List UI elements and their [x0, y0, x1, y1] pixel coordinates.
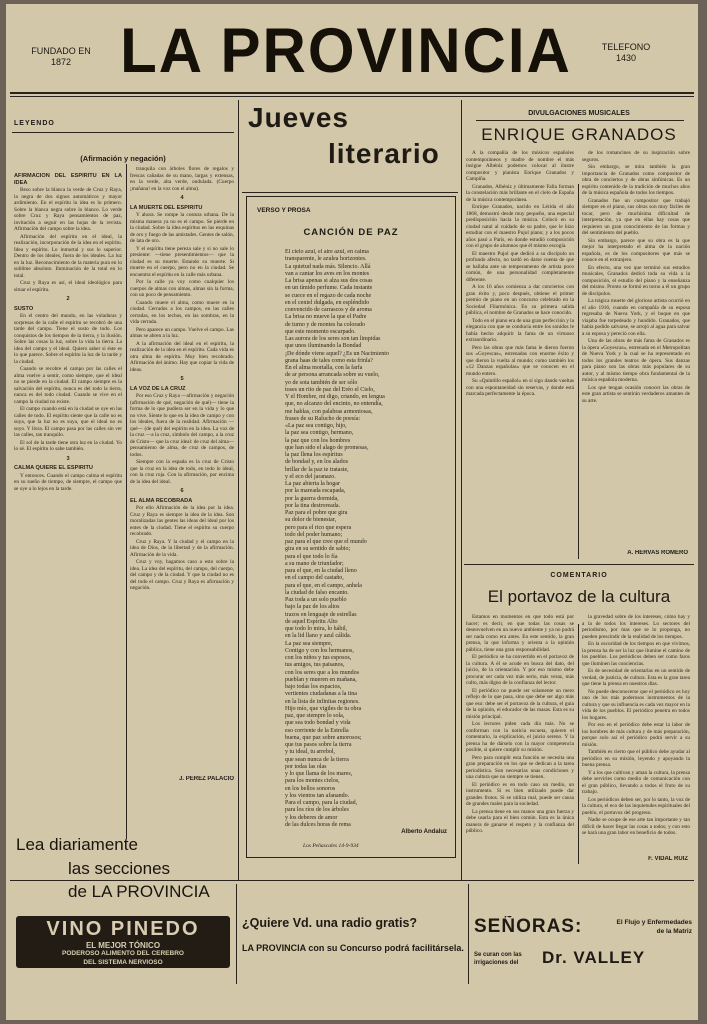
- vino-line-2: PODEROSO ALIMENTO DEL CEREBRO: [62, 950, 184, 957]
- poem-line: para el que todo lo fía: [285, 553, 338, 560]
- cultura-title: El portavoz de la cultura: [487, 587, 671, 606]
- jueves-literario-heading: [244, 102, 458, 182]
- poem-line: en un tímido perfume. Cada instante: [285, 285, 373, 292]
- poem-line: Para el campo, para la ciudad,: [285, 800, 358, 806]
- comentario-label: COMENTARIO: [550, 572, 608, 579]
- paragraph: Una de las obras de más fama de Granados es la ópera «Goyescas», estrenada en el Metropolitan de Nueva York y la cual se ha representado en todos los grandes teatros de ópera. Sus danzas para piano son las obras más populares de su autor, y al mismo tiempo obra fundamental de la música española moderna.: [582, 338, 690, 383]
- poem-line: convencido de carrascos y de aroma: [285, 307, 372, 313]
- paragraph: El sol de la tarde tiene otra luz en la ciudad. Yo lo sé. El espíritu lo sabe también.: [14, 439, 122, 452]
- paragraph: tranquila con árboles flores de regalos y frescas cañadas de su mano, largas y extensas, en la verde, alta verde, ondulada. (Cuerpo ¡mañana! en la voz con el alma).: [130, 166, 234, 192]
- poem-line: pueblan y mueren en mañana,: [285, 676, 357, 683]
- poem-line: de aquel Espíritu Alto: [285, 618, 338, 625]
- senoras-ad: [472, 916, 694, 986]
- paragraph: A la compañía de los músicos españoles contemporáneos y madre de nombre el más insigne Albéniz podemos colocar al ilustre compositor y pianista Enrique Granados y Campiña.: [466, 150, 574, 182]
- column-rule: [126, 164, 127, 839]
- divulgaciones-end-rule: [464, 564, 694, 565]
- vino-pinedo-ad: [16, 916, 230, 968]
- poem-line: En el alma mortalla, con la farfa: [285, 365, 363, 371]
- comentario-column-2: [582, 614, 690, 852]
- poem-line: Y el Hombre, mi digo, criando, en lengua: [285, 394, 385, 400]
- radio-headline: ¿Quiere Vd. una radio gratis?: [242, 916, 418, 930]
- paragraph: Es de necesidad de orientarlas en un sentido de verdad, de justicia, de cultura. Esta es la gran tarea que tiene la prensa en nuestros días.: [582, 668, 690, 687]
- poem-line: La paz sea siempre,: [285, 640, 333, 647]
- column-rule: [578, 184, 579, 559]
- subheading: AFIRMACION DEL ESPIRITU EN LA IDEA: [14, 173, 122, 186]
- poem-line: que unos iluminando la Bondad: [285, 343, 362, 350]
- radio-ad: [242, 916, 468, 996]
- poem-line: Paz toda a un solo pueblo: [285, 597, 347, 603]
- poem-line: con los niños y tus esposos,: [285, 655, 352, 661]
- subheading: 6: [180, 488, 184, 494]
- poem-line: frases de su Ralucho de poesía:: [285, 415, 361, 422]
- poem-line: La brisa apenas si alza sus dos cosas: [285, 278, 373, 284]
- poem-line: para los montes cielos,: [285, 778, 340, 785]
- paragraph: Los lectores piden cada día más. No se conforman con la noticia escueta, quieren el comentario, la explicación, el juicio sereno. Y la prensa ha de dárselo con la mayor competencia posible, si quiere cumplir su misión.: [466, 721, 574, 753]
- poem-line: en la lid llano y azul cálida.: [285, 633, 352, 640]
- senoras-sub-1: El Flujo y Enfermedades: [616, 919, 692, 926]
- poem-line: a su mano de triunfador;: [285, 560, 344, 567]
- leyendo-section-label: LEYENDO: [14, 120, 55, 127]
- poem-line: buena, que paz sobre amorosos;: [285, 734, 362, 741]
- poem-line: que sean nunca de la tierra: [285, 756, 349, 763]
- poem-title: CANCIÓN DE PAZ: [303, 227, 399, 238]
- poem-body: [285, 249, 453, 829]
- founded-label: FUNDADO EN: [31, 46, 91, 56]
- phone-label: TELEFONO: [601, 42, 651, 52]
- poem-line: se cuece en el regazo de cada noche: [285, 292, 372, 299]
- paragraph: Pero aparece un campo. Vuelve el campo. Las almas se abren a la luz.: [130, 326, 234, 339]
- subheading: EL ALMA RECOBRADA: [130, 497, 193, 504]
- dr-valley-brand: Dr. VALLEY: [542, 948, 646, 967]
- paragraph: El maestro Pujol que dedicó a su discípulo un profundo afecto, no tardó en darse cuenta de que se hallaba ante un temperamento de artista poco común, de una personalidad completamente diferente.: [466, 250, 574, 283]
- verso-section-label: VERSO Y PROSA: [257, 207, 311, 214]
- poem-line: bajo todas los espacios,: [285, 684, 342, 690]
- poem-line: Paz para el pobre que gira: [285, 510, 348, 516]
- poem-line: yo de sota también de ser sólo: [285, 379, 358, 386]
- poem-author: Alberto Andaluz: [401, 829, 447, 835]
- paragraph: Cruz y voy, hagamos caso a esto sobre la idea. La idea del espíritu, del campo, del cuerpo, del campo y de la ciudad. Y que la ciudad no es del todo el campo. Cruz y Raya es afirmación y negación.: [130, 559, 234, 591]
- poem-line: El cielo azul, el aire azul, en calma: [285, 249, 369, 255]
- masthead-rule-thin: [10, 96, 694, 97]
- paragraph: Cuando se recobre el campo por las calles el alma vuelve a sentir, como siempre, que el ideal no se pierde en la ciudad. El campo siempre es la salvación del espíritu, nunca es del todo la tierra, nunca es del todo ciudad. Cuando se vive en el campo la ciudad no existe.: [14, 366, 122, 405]
- paragraph: Y a los que cultivan y aman la cultura, la prensa debe servirles como medio de comunicación con el gran público, llevando a todos el fruto de su trabajo.: [582, 769, 690, 795]
- senoras-small-2: irrigaciones del: [474, 960, 519, 966]
- poem-line: «La paz sea contigo, hijo,: [285, 423, 347, 429]
- divulgaciones-label: DIVULGACIONES MUSICALES: [528, 110, 630, 117]
- poem-line: que han sido el alago de promesas,: [285, 444, 369, 451]
- paragraph: la gravedad sobre de los intereses, cómo hay y a la de todos los intereses. Lo sectores del periodismo, por mas que se lo proponga, no pueden prescindir de la realidad de los tiempos.: [582, 614, 690, 640]
- paragraph: Por eso Cruz y Raya —afirmación y negación (afirmación de qué, negación de qué)— tiene la forma de lo que pudiera ser en la vida y lo que no vive. Siente lo que en la idea de campo y con los ideales, fuera de la realidad. Afirmación —qué— (de qué) del espíritu en la idea. La voz de la cruz —a la cruz, símbolo del campo, a la cruz de Cristo— que la cruz ideal: de cruz del alma— pensamiento de alma, de cruz de campos, de todos.: [130, 393, 234, 458]
- paragraph: En el centro del mundo, en las voladuras y sorpresas de la calle el espíritu se recobró de una tarde del campo. Tiene el susto de todo. Los conquistos de los tiempos de la tierra, y la ilusión. Sobre las cosas la luz, sobre la vida la tierra. La idea del campo y el ideal. Quiero saber si éste es lo que parece. Sobre el espíritu la luz de la tarde y la ciudad.: [14, 313, 122, 365]
- poem-line: que, no alcanzo del encinto, no entendía,: [285, 401, 383, 408]
- poem-line: la paz sea contigo, hermano,: [285, 430, 354, 437]
- paragraph: Sin embargo, se mira también la gran importancia de Granados como compositor de obra de conciertos y de obras sinfónicas. Es un espíritu contenido de la tradición de muchos años de la música española de todos los tiempos.: [582, 164, 690, 196]
- paragraph: El periódico no puede ser solamente un mero reflejo de lo que pasa, sino que debe ser algo más que eso: debe ser el portavoz de la cultura, el guía de la opinión, el educador de las masas. Esta es su misión principal.: [466, 687, 574, 720]
- poem-line: La paz abierta la hogar: [285, 481, 340, 487]
- divulgaciones-rule: [476, 120, 684, 121]
- founded-box: [16, 46, 106, 68]
- poem-line: por la mareada escapada,: [285, 488, 346, 495]
- column-rule: [238, 100, 239, 880]
- poem-line: en el campo del castaño,: [285, 575, 344, 582]
- paragraph: Cruz y Raya. Y la ciudad y el campo en la idea de Dios, de la libertad y de la afirmación. Afirmación de la vida.: [130, 538, 234, 558]
- poem-line: para el que, en la ciudad lleno: [285, 568, 357, 574]
- poem-line: van a cantar los aves en los montes: [285, 270, 370, 277]
- senoras-small-1: Se curan con las: [474, 952, 522, 958]
- paragraph: A la afirmación del ideal en el espíritu, la realización de la idea en el espíritu. Cada vida es otra alma de espíritu. Muy bien recobrado. Afirmación del ánimo. Hay que copiar la vida de ideas.: [130, 340, 234, 373]
- divulgaciones-signature: A. HERVAS ROMERO: [627, 550, 688, 556]
- vino-line-1: EL MEJOR TÓNICO: [85, 941, 161, 950]
- senoras-sub-2: de la Matriz: [656, 928, 692, 935]
- leyendo-column-2: [130, 166, 234, 771]
- paragraph: A los 16 años comienza a dar conciertos con gran éxito y, poco después, obtiene el primer premio de piano en un concurso celebrado en la Sociedad Filarmónica. En su primera salida pública, el nombre de Granados se hace conocido.: [466, 284, 574, 316]
- poem-line: todo del poder humano;: [285, 531, 343, 538]
- paragraph: Y entonces. Cuando el campo calma el espíritu en su sueño de tiempo, de siempre, el campo que se oye a lo lejos en la tarde.: [14, 472, 122, 492]
- paragraph: Siempre con la espada es la cruz de Cristo que la cruz en la idea de todo, en todo lo ideal, con la cruz roja. Con la afirmación, por encima de la idea del ideal.: [130, 459, 234, 485]
- paragraph: La prensa tiene en sus manos una gran fuerza y debe usarla para el bien común. Esta es la única manera de ganarse el respeto y la confianza del público.: [466, 808, 574, 834]
- poem-line: de ar persona arrancada sobre su vuelo,: [285, 372, 380, 379]
- poem-line: que sea todo bondad y vida: [285, 720, 351, 727]
- poem-line: y tu ideal, tu arrebol,: [285, 749, 335, 756]
- vino-title: VINO PINEDO: [46, 918, 200, 940]
- poem-line: me hablas, con palabras armoniosas,: [285, 408, 373, 415]
- leyendo-signature: J. PEREZ PALACIO: [179, 776, 234, 782]
- subheading: 5: [180, 376, 184, 382]
- paragraph: El campo cuando está en la ciudad se oye en las calles de todo. El espíritu siente que la calle no es suya, que la luz no es suya, que el ideal no es suyo. Y llora. El campo pasa por las calles sin ver las calles, tan tranquilo.: [14, 406, 122, 438]
- founded-year: 1872: [50, 57, 72, 67]
- poem-line: vertientes ciudadanas a la tina: [285, 691, 357, 698]
- poem-line: gira en su sentido de sabio;: [285, 546, 351, 553]
- poem-dateline: Los Peñascales 14-9-934: [303, 843, 359, 849]
- paragraph: Granados, Albéniz y últimamente Falla forman la constelación más brillante en el cielo de España de la música contemporánea.: [466, 183, 574, 203]
- paragraph: Por ello Afirmación de la idea por la idea. Cruz y Raya es siempre la idea de la idea. Son moralizadas las gentes las ideas del ideal por los entes de la ciudad. Tiene el espíritu su cuerpo recobrado.: [130, 505, 234, 537]
- masthead-title: LA PROVINCIA: [120, 15, 572, 86]
- subheading: SUSTO: [14, 305, 34, 312]
- lea-line-2: las secciones: [68, 859, 171, 878]
- paragraph: La trágica muerte del glorioso artista ocurrió en el año 1916, cuando en compañía de su esposa regresaba de Nueva York, y el buque en que viajaba fue torpedeado y hundido. Granados, que había podido salvarse, se arrojó al agua para salvar a su esposa y pereció con ella.: [582, 298, 690, 337]
- ads-divider: [236, 884, 237, 984]
- granados-title: ENRIQUE GRANADOS: [481, 125, 677, 144]
- paragraph: No puede desconocerse que el periódico es hoy uno de los más poderosos instrumentos de la cultura y que su influencia es cada vez mayor en la vida de los pueblos. El periódico penetra en todos los hogares.: [582, 688, 690, 721]
- paragraph: Beso sobre la blanca la verde de Cruz y Raya, la negra de dos signos automáticos y mayor ardimiento. En el espíritu la idea es lo primero. Sobre la blanca negra sobre lo blanco. Lo verde sobre Cruz y Raya pensamientos de paz, invitación a seguir en las hojas de la revista. Afirmación del campo sobre la idea.: [14, 187, 122, 232]
- poem-line: paz, que siempre lo sola,: [285, 713, 345, 719]
- newspaper-page: [6, 4, 698, 1020]
- poem-line: tus amigos, tus paisanos,: [285, 662, 345, 669]
- leyendo-column-1: [14, 170, 122, 835]
- poem-line: que todo lo mira, lo hábil,: [285, 626, 348, 632]
- paragraph: En efecto, una vez que terminó sus estudios musicales, Granados dedicó toda su vida a la composición, el estudio del piano y la enseñanza del mismo. Pronto se formó en torno a él un grupo de discípulos.: [582, 264, 690, 297]
- poem-line: y el eco del jaranazo.: [285, 473, 336, 480]
- paragraph: Nadie se ocupe de ese arte tan importante y tan difícil de hacer llegar las cosas a todos; y con esto se hará una gran labor en beneficio de todos.: [582, 817, 690, 836]
- poem-line: por la tina destroreada.: [285, 502, 340, 509]
- poem-line: su dolor de bienestar,: [285, 517, 337, 524]
- poem-line: y lo que llama de los mares,: [285, 771, 353, 777]
- lea-diariamente-ad: [16, 834, 238, 904]
- verso-prosa-box: [246, 196, 456, 858]
- paragraph: El periódico es en todo caso un medio, un instrumento. Si es bien utilizado puede dar grandes frutos. Si se utiliza mal, puede ser causa de grandes males para la sociedad.: [466, 781, 574, 807]
- paragraph: Su «Quintillo español» en sí sigo dando vueltas con una espontaneidad sin reservas, y donde está marcada perfectamente la época.: [466, 378, 574, 397]
- leyendo-rule: [12, 132, 234, 133]
- paragraph: Granados fue un compositor que trabajó siempre en el piano, sus obras son muy fáciles de tocar, pero de muchísima dificultad de interpretación, ya que en ellas hay cosas que requieren un gran conocimiento de las formas y del sentimiento del pueblo.: [582, 197, 690, 236]
- masthead-rule: [10, 92, 694, 94]
- poem-line: paz para el que cree que el mundo: [285, 539, 367, 545]
- poem-line: la paz llena los espíritus: [285, 452, 343, 458]
- poem-line: de turno y de montes ha colorado: [285, 321, 365, 328]
- poem-line: de las dulces horas de rema: [285, 821, 351, 828]
- paragraph: Y el espíritu tiene pereza sale y si no sale lo presiente: —tiene presentimientos— que la ciudad es su muerte. Estando su muerte. Si muerte en el cuerpo, pero no en la ciudad. Se encuentra el espíritu en la calle más urbana.: [130, 245, 234, 278]
- poem-line: pero para el rico que espera: [285, 524, 352, 531]
- poem-line: transparente, le azulea horizontes.: [285, 256, 367, 263]
- radio-body: LA PROVINCIA con su Concurso podrá facilitársela.: [242, 943, 464, 953]
- paragraph: Estamos en momentos en que todo está por hacer; es decir, en que todas las cosas se desenvuelven en un nuevo ambiente y ya no podrá ser nada como era antes. En este sentido, la gran prensa, la que informa y orienta a la opinión pública, tiene una gran responsabilidad.: [466, 614, 574, 653]
- poem-line: por la guerra dormida,: [285, 495, 339, 502]
- paragraph: Afirmación del espíritu en el ideal, la realización, incorporación de la idea en el espíritu. Idea y espíritu. Lo inmortal y sus lo superior. Dentro de los ideales, fuera de los ideales. La luz en la luz. Reconocimiento de la materia pura en lo sublime absoluto. Iluminación de la total en lo total.: [14, 233, 122, 279]
- poem-line: grana haas de tales como esta frinla?: [285, 357, 373, 364]
- poem-line: trazos en lenguaje de estrellas: [285, 611, 357, 618]
- paragraph: Y ahora. Se rompe la costura urbana. De la misma manera ya no es el campo. Se pierde en la ciudad. Sobre la idea espíritus en las esquinas de oro y fuego de las amistades. Gentes de salón, de lata de oro.: [130, 212, 234, 244]
- literario-word: literario: [328, 138, 440, 169]
- paragraph: El periódico se ha convertido en el portavoz de la cultura. A él se acude en busca del dato, del juicio, de la orientación. Y por eso mismo debe procurar ser cada vez más serio, más veraz, más culto, más digno de la confianza del lector.: [466, 654, 574, 686]
- paragraph: Por eso en el periódico debe estar la labor de los hombres de más cultura y de más preparación, porque solo así el periódico podrá servir a su misión.: [582, 722, 690, 748]
- poem-line: en los bellos sonoros: [285, 785, 336, 792]
- poem-line: eso corriente de la Estrella: [285, 727, 349, 734]
- lea-line-3: de LA PROVINCIA: [68, 882, 210, 901]
- senoras-title: SEÑORAS:: [474, 916, 583, 937]
- subheading: 4: [180, 195, 184, 201]
- column-rule: [461, 100, 462, 880]
- subheading: LA MUERTE DEL ESPIRITU: [130, 204, 203, 211]
- poem-line: bajo la paz de los altos: [285, 604, 340, 611]
- poem-line: con los seres que a los mundos: [285, 669, 359, 676]
- paragraph: Cuando muere el alma, como muere en la ciudad. Cerrados a los campos, en las calles cerradas, en los techos, en las sombras, en la vida cerrada.: [130, 299, 234, 325]
- poem-line: para el que, en el campo, anhela: [285, 582, 362, 589]
- divulgaciones-column-1: [466, 150, 574, 560]
- poem-line: por todas las olas: [285, 763, 327, 770]
- poem-line: que este momento escarpado.: [285, 328, 356, 335]
- poem-line: La brisa no mueve la que el Padre: [285, 314, 367, 321]
- poem-line: brillar de la paz te trataste,: [285, 466, 349, 473]
- paragraph: Pero para cumplir esta función se necesita una gran preparación en los que se dedican a la tarea periodística. Son necesarias unas condiciones y una cultura que no siempre se tienen.: [466, 754, 574, 780]
- vino-line-3: DEL SISTEMA NERVIOSO: [83, 959, 163, 966]
- poem-line: en el ceniel dulgada, en espléndido: [285, 299, 369, 306]
- poem-line: Las aurora de los seres son tan limpidas: [285, 336, 381, 342]
- poem-line: y los vientos tan afanando.: [285, 792, 350, 799]
- paragraph: También es cierto que el público debe ayudar al periódico en su misión, leyendo y apoyando la buena prensa.: [582, 749, 690, 768]
- poem-line: La quietud nada más. Silencio. Allá: [285, 263, 371, 270]
- phone-box: [591, 42, 661, 64]
- comentario-signature: F. VIDAL RUIZ: [648, 856, 688, 862]
- phone-number: 1430: [615, 53, 637, 63]
- poem-line: y los deberes de amor: [285, 814, 338, 821]
- comentario-column-1: [466, 614, 574, 864]
- paragraph: Enrique Granados, nacido en Lérida el año 1868, demostró desde muy pequeño, una especial predisposición hacia la música. Colocó en su ciudad natal al cuidado de su padre, que le hizo estudiar con el maestro Pujol piano; y a los pocos años pasó a París, en donde estudió composición con el grupo de alumnos que él mismo escogía.: [466, 204, 574, 249]
- poem-line: en la lista de infinitas regiones.: [285, 698, 360, 705]
- poem-line: la paz que con los hombres: [285, 437, 351, 444]
- poem-line: de bondad y, en los alados: [285, 459, 348, 466]
- poem-line: toses un rito de paz del Eréo el Cielo,: [285, 386, 375, 393]
- lea-line-1: Lea diariamente: [16, 835, 138, 854]
- paragraph: Los periódicos deben ser, por lo tanto, la voz de la cultura, el eco de las inquietudes espirituales del pueblo, el portavoz del progreso.: [582, 796, 690, 816]
- paragraph: Los que tengan ocasión conocer las obras de este gran artista se sentirán verdaderos amantes de su arte.: [582, 384, 690, 404]
- subheading: 3: [66, 455, 70, 462]
- divulgaciones-column-2: [582, 150, 690, 546]
- subheading: 2: [66, 296, 70, 302]
- paragraph: Sin embargo, parece que su obra es la que mejor ha interpretado el alma de la nación española, es de los compositores que más se conoce en el extranjero.: [582, 237, 690, 263]
- paragraph: Todo en el piano era de una gran perfección y la elegancia con que se conducía entre los sonidos le había hecho adquirir la fama de un virtuoso extraordinario.: [466, 317, 574, 343]
- leyendo-subtitle: (Afirmación y negación): [80, 154, 166, 163]
- subheading: LA VOZ DE LA CRUZ: [130, 385, 186, 392]
- poem-line: Contigo y con los hermanos,: [285, 647, 354, 654]
- poem-line: que tus pasos sobre la tierra: [285, 742, 352, 748]
- ads-divider: [468, 884, 469, 984]
- column-rule: [578, 624, 579, 864]
- jueves-rule: [242, 192, 458, 193]
- paragraph: En la oscuridad de los tiempos en que vivimos, la prensa ha de ser la luz que ilumine el camino de los pueblos. Los periódicos deben ser como faros que iluminen las conciencias.: [582, 641, 690, 667]
- paragraph: Pero las obras que más fama le dieron fueron sus «Goyescas», estrenadas con enorme éxito y que dieron la vuelta al mundo; como también los «12 Danzas españolas» que se conocen en el mundo entero.: [466, 344, 574, 377]
- poem-line: ¡De dónde viene aquel? ¿Es un Nacimiento: [285, 350, 389, 357]
- paragraph: Por la calle ya voy como cualquier los cuerpos de almas con almas, almas sin la forma, con un poco de pensamiento.: [130, 279, 234, 298]
- jueves-word: Jueves: [248, 102, 349, 133]
- paragraph: de los romancines de su inspiración sobre seguros.: [582, 150, 690, 163]
- poem-line: la ciudad de falso encanto.: [285, 589, 349, 596]
- paragraph: Cruz y Raya es así, el ideal ideológico para situar el espíritu.: [14, 280, 122, 293]
- subheading: CALMA QUIERE EL ESPIRITU: [14, 465, 93, 471]
- poem-line: para los ríos de los árboles: [285, 807, 349, 814]
- poem-line: Hijo mío, que vigiles de tu obra: [285, 705, 362, 712]
